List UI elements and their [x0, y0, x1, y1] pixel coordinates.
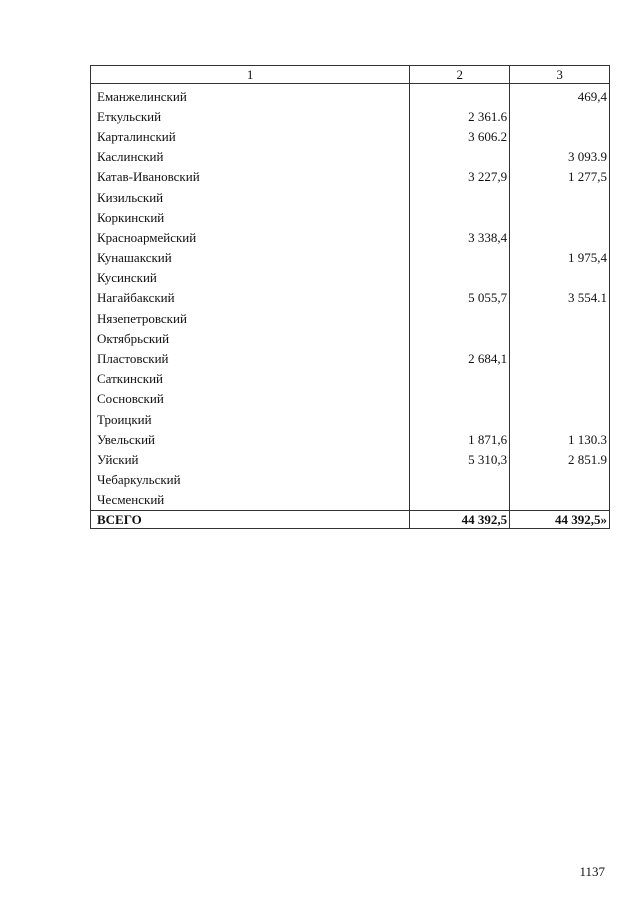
- value-col3: [510, 389, 610, 409]
- value-col2: 2 684,1: [410, 348, 510, 368]
- value-col2: [410, 409, 510, 429]
- district-name: Красноармейский: [91, 227, 410, 247]
- district-name: Нязепетровский: [91, 308, 410, 328]
- value-col2: [410, 147, 510, 167]
- value-col2: [410, 490, 510, 511]
- district-name: Карталинский: [91, 126, 410, 146]
- value-col3: 1 277,5: [510, 167, 610, 187]
- table-row: [91, 147, 610, 167]
- value-col2: 5 055,7: [410, 288, 510, 308]
- table-row: [91, 449, 610, 469]
- value-col2: [410, 187, 510, 207]
- table-row: [91, 429, 610, 449]
- value-col3: [510, 187, 610, 207]
- value-col3: [510, 308, 610, 328]
- value-col2: 5 310,3: [410, 449, 510, 469]
- value-col2: [410, 84, 510, 107]
- value-col3: [510, 106, 610, 126]
- value-col2: [410, 268, 510, 288]
- table-row: [91, 268, 610, 288]
- total-label: ВСЕГО: [91, 510, 410, 528]
- value-col2: [410, 207, 510, 227]
- value-col2: 3 338,4: [410, 227, 510, 247]
- district-name: Кусинский: [91, 268, 410, 288]
- table-row: [91, 409, 610, 429]
- value-col3: [510, 268, 610, 288]
- district-name: Еткульский: [91, 106, 410, 126]
- table-row: [91, 248, 610, 268]
- district-name: Каслинский: [91, 147, 410, 167]
- table-row: [91, 187, 610, 207]
- table-row: [91, 126, 610, 146]
- budget-table: [90, 65, 610, 529]
- value-col2: [410, 328, 510, 348]
- district-name: Чесменский: [91, 490, 410, 511]
- district-name: Саткинский: [91, 369, 410, 389]
- table-row: [91, 84, 610, 107]
- value-col2: 3 227,9: [410, 167, 510, 187]
- district-name: Катав-Ивановский: [91, 167, 410, 187]
- district-name: Чебаркульский: [91, 470, 410, 490]
- value-col2: [410, 389, 510, 409]
- table-row: [91, 328, 610, 348]
- district-name: Кизильский: [91, 187, 410, 207]
- district-name: Сосновский: [91, 389, 410, 409]
- table-row: [91, 167, 610, 187]
- district-name: Октябрьский: [91, 328, 410, 348]
- total-col3: 44 392,5»: [510, 510, 610, 528]
- value-col3: [510, 227, 610, 247]
- value-col2: 2 361.6: [410, 106, 510, 126]
- district-name: Кунашакский: [91, 248, 410, 268]
- value-col2: [410, 248, 510, 268]
- total-col2: 44 392,5: [410, 510, 510, 528]
- value-col3: [510, 470, 610, 490]
- table-row: [91, 490, 610, 511]
- district-name: Нагайбакский: [91, 288, 410, 308]
- district-name: Уйский: [91, 449, 410, 469]
- value-col3: 3 093.9: [510, 147, 610, 167]
- table-row: [91, 288, 610, 308]
- district-name: Пластовский: [91, 348, 410, 368]
- table-row: [91, 106, 610, 126]
- value-col3: 469,4: [510, 84, 610, 107]
- value-col3: [510, 490, 610, 511]
- column-header-3: 3: [510, 66, 610, 84]
- value-col2: 3 606.2: [410, 126, 510, 146]
- district-name: Еманжелинский: [91, 84, 410, 107]
- value-col2: 1 871,6: [410, 429, 510, 449]
- value-col3: [510, 369, 610, 389]
- column-header-1: 1: [91, 66, 410, 84]
- value-col3: 3 554.1: [510, 288, 610, 308]
- value-col3: [510, 409, 610, 429]
- value-col2: [410, 308, 510, 328]
- value-col3: [510, 328, 610, 348]
- total-row: [91, 510, 610, 528]
- value-col3: 1 975,4: [510, 248, 610, 268]
- table-row: [91, 227, 610, 247]
- table-row: [91, 308, 610, 328]
- table-row: [91, 470, 610, 490]
- value-col3: [510, 348, 610, 368]
- district-name: Увельский: [91, 429, 410, 449]
- value-col3: [510, 126, 610, 146]
- table-row: [91, 389, 610, 409]
- table-row: [91, 207, 610, 227]
- value-col2: [410, 470, 510, 490]
- district-name: Коркинский: [91, 207, 410, 227]
- table-row: [91, 348, 610, 368]
- column-header-2: 2: [410, 66, 510, 84]
- value-col3: [510, 207, 610, 227]
- district-name: Троицкий: [91, 409, 410, 429]
- header-row: [91, 66, 610, 84]
- table-row: [91, 369, 610, 389]
- value-col3: 2 851.9: [510, 449, 610, 469]
- page-number: 1137: [579, 864, 605, 879]
- value-col2: [410, 369, 510, 389]
- value-col3: 1 130.3: [510, 429, 610, 449]
